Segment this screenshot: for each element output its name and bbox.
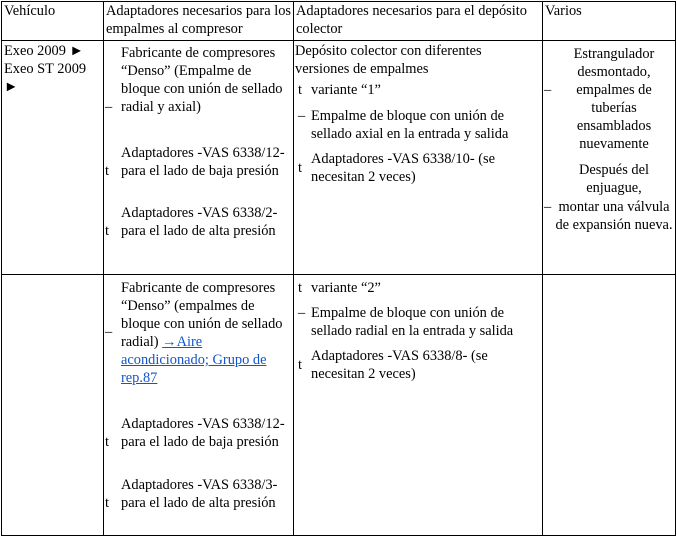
bullet-marker: t [298, 357, 302, 373]
vehicle-cell [4, 42, 102, 96]
list-item-text: variante “1” [311, 82, 381, 98]
list-item-text: Fabricante de compresores “Denso” (empalmes de bloque con unión de sellado radial) →Aire acondicionado; Grupo de rep.87 [121, 280, 283, 386]
bullet-marker: t [105, 495, 109, 511]
bullet-marker: t [298, 82, 302, 98]
list-item-text: Adaptadores -VAS 6338/2- para el lado de alta presión [121, 205, 278, 239]
bullet-marker: t [105, 223, 109, 239]
bullet-marker: t [105, 434, 109, 450]
list-item-text: variante “2” [311, 280, 381, 296]
list-item-text: Adaptadores -VAS 6338/3- para el lado de alta presión [121, 477, 278, 511]
dash-marker: – [544, 82, 552, 98]
dash-marker: – [298, 305, 306, 321]
list-item-text: Empalme de bloque con unión de sellado radial en la entrada y salida [311, 305, 514, 339]
vehicle-model-exeo[interactable]: Exeo 2009 ► [4, 43, 84, 59]
collector-intro: Depósito colector con diferentes versiones de empalmes [295, 43, 482, 77]
header-collector-adapters: Adaptadores necesarios para el depósito colector [296, 3, 527, 37]
bullet-marker: t [298, 280, 302, 296]
misc-throttle-removed: Estrangulador desmontado, [573, 46, 655, 80]
repair-group-87-link[interactable]: →Aire acondicionado; Grupo de rep.87 [121, 334, 267, 386]
list-item-text: Adaptadores -VAS 6338/10- (se necesitan 2 veces) [311, 151, 495, 185]
table-border-left [1, 1, 2, 536]
list-item-text: Adaptadores -VAS 6338/8- (se necesitan 2 veces) [311, 348, 488, 382]
list-item-text: Adaptadores -VAS 6338/12- para el lado de baja presión [121, 145, 285, 179]
header-vehicle: Vehículo [4, 3, 56, 19]
dash-marker: – [298, 108, 306, 124]
misc-after-flushing: Después del enjuague, [579, 162, 649, 196]
dash-marker: – [105, 99, 113, 115]
list-item-text: Empalme de bloque con unión de sellado axial en la entrada y salida [311, 108, 509, 142]
column-divider-2 [293, 1, 294, 536]
header-compressor-adapters: Adaptadores necesarios para los empalmes al compresor [106, 3, 292, 37]
dash-marker: – [544, 199, 552, 215]
vehicle-model-exeo-st[interactable]: Exeo ST 2009 ► [4, 61, 87, 95]
table-border-right [675, 1, 676, 536]
header-misc: Varios [545, 3, 582, 19]
bullet-marker: t [105, 163, 109, 179]
list-item-text: Fabricante de compresores “Denso” (Empalme de bloque con unión de sellado radial y axial) [121, 45, 283, 115]
adapters-table [1, 1, 676, 536]
column-divider-3 [542, 1, 543, 536]
list-item-text: empalmes de tuberías ensamblados nuevamente [576, 82, 652, 152]
list-item-text: montar una válvula de expansión nueva. [555, 199, 673, 233]
bullet-marker: t [298, 160, 302, 176]
dash-marker: – [105, 324, 113, 340]
list-item-text: Adaptadores -VAS 6338/12- para el lado de baja presión [121, 416, 285, 450]
column-divider-1 [103, 1, 104, 536]
